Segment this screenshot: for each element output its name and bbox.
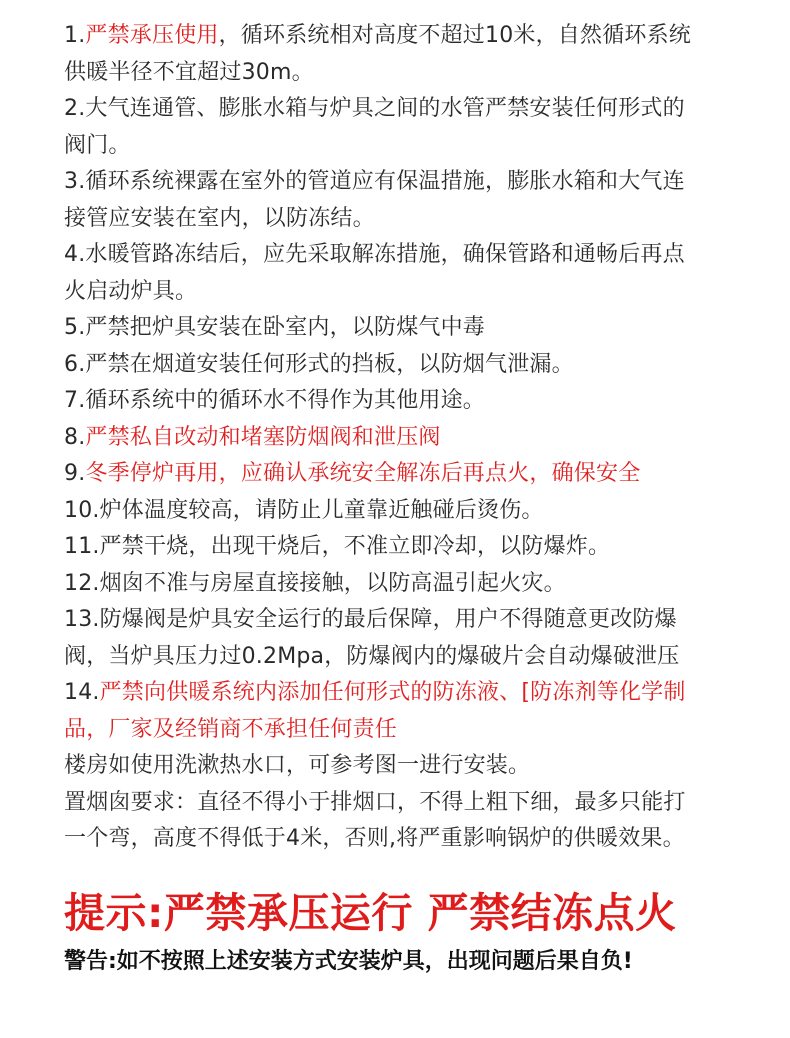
line-text: 火启动炉具。	[64, 278, 198, 304]
instruction-line-item-9	[64, 456, 764, 493]
instruction-line-item-4b	[64, 274, 764, 311]
line-number: 8.	[64, 424, 86, 450]
instruction-line-item-12	[64, 566, 764, 603]
line-number: 14.	[64, 680, 100, 705]
line-text: 5.严禁把炉具安装在卧室内，以防煤气中毒	[64, 315, 485, 340]
instruction-line-item-1b	[64, 55, 764, 92]
line-text: 10.炉体温度较高，请防止儿童靠近触碰后烫伤。	[64, 497, 544, 523]
highlight-text: 严禁私自改动和堵塞防烟阀和泄压阀	[85, 424, 441, 450]
instruction-line-note-2b	[64, 821, 764, 858]
instruction-line-note-1	[64, 748, 764, 785]
line-number: 1.	[64, 23, 86, 48]
line-text: 置烟囱要求：直径不得小于排烟口，不得上粗下细，最多只能打	[64, 789, 686, 815]
instruction-line-item-11	[64, 529, 764, 566]
instruction-line-item-2a	[64, 91, 764, 128]
tip-banner: 提示:严禁承压运行 严禁结冻点火	[64, 889, 677, 937]
line-text: 楼房如使用洗漱热水口，可参考图一进行安装。	[64, 753, 531, 778]
instruction-line-item-2b	[64, 128, 764, 165]
line-text: ，循环系统相对高度不超过10米，自然循环系统	[218, 23, 691, 48]
instruction-line-item-10	[64, 493, 764, 530]
instruction-list	[64, 18, 764, 858]
line-text: 供暖半径不宜超过30m。	[64, 59, 314, 85]
instruction-line-note-2a	[64, 785, 764, 822]
highlight-text: 严禁承压使用	[85, 23, 219, 48]
instruction-line-item-3a	[64, 164, 764, 201]
highlight-text: 严禁向供暖系统内添加任何形式的防冻液、[防冻剂等化学制	[99, 680, 686, 705]
line-text: 一个弯，高度不得低于4米，否则,将严重影响锅炉的供暖效果。	[64, 826, 685, 851]
line-text: 11.严禁干烧，出现干烧后，不准立即冷却，以防爆炸。	[64, 534, 611, 559]
instruction-line-item-3b	[64, 201, 764, 238]
instruction-line-item-13b	[64, 639, 764, 676]
instruction-line-item-1a	[64, 18, 764, 55]
instruction-line-item-4a	[64, 237, 764, 274]
line-text: 接管应安装在室内，以防冻结。	[64, 205, 375, 231]
line-text: 7.循环系统中的循环水不得作为其他用途。	[64, 388, 485, 413]
instruction-line-item-8	[64, 420, 764, 457]
instruction-line-item-7	[64, 383, 764, 420]
instruction-line-item-6	[64, 347, 764, 384]
instruction-line-item-13a	[64, 602, 764, 639]
highlight-text: 品，厂家及经销商不承担任何责任	[64, 716, 398, 742]
instruction-line-item-5	[64, 310, 764, 347]
warning-text: 警告:如不按照上述安装方式安装炉具，出现问题后果自负!	[64, 949, 633, 974]
line-text: 13.防爆阀是炉具安全运行的最后保障，用户不得随意更改防爆	[64, 607, 677, 632]
line-text: 12.烟囱不准与房屋直接接触，以防高温引起火灾。	[64, 570, 566, 596]
line-text: 阀，当炉具压力过0.2Mpa，防爆阀内的爆破片会自动爆破泄压	[64, 643, 680, 669]
instruction-line-item-14a	[64, 675, 764, 712]
line-text: 2.大气连通管、膨胀水箱与炉具之间的水管严禁安装任何形式的	[64, 96, 685, 121]
line-text: 6.严禁在烟道安装任何形式的挡板，以防烟气泄漏。	[64, 351, 574, 377]
line-number: 9.	[64, 461, 86, 486]
instruction-line-item-14b	[64, 712, 764, 749]
line-text: 阀门。	[64, 132, 131, 158]
line-text: 3.循环系统裸露在室外的管道应有保温措施，膨胀水箱和大气连	[64, 169, 685, 194]
highlight-text: 冬季停炉再用，应确认承统安全解冻后再点火，确保安全	[85, 461, 641, 486]
line-text: 4.水暖管路冻结后，应先采取解冻措施，确保管路和通畅后再点	[64, 242, 685, 267]
